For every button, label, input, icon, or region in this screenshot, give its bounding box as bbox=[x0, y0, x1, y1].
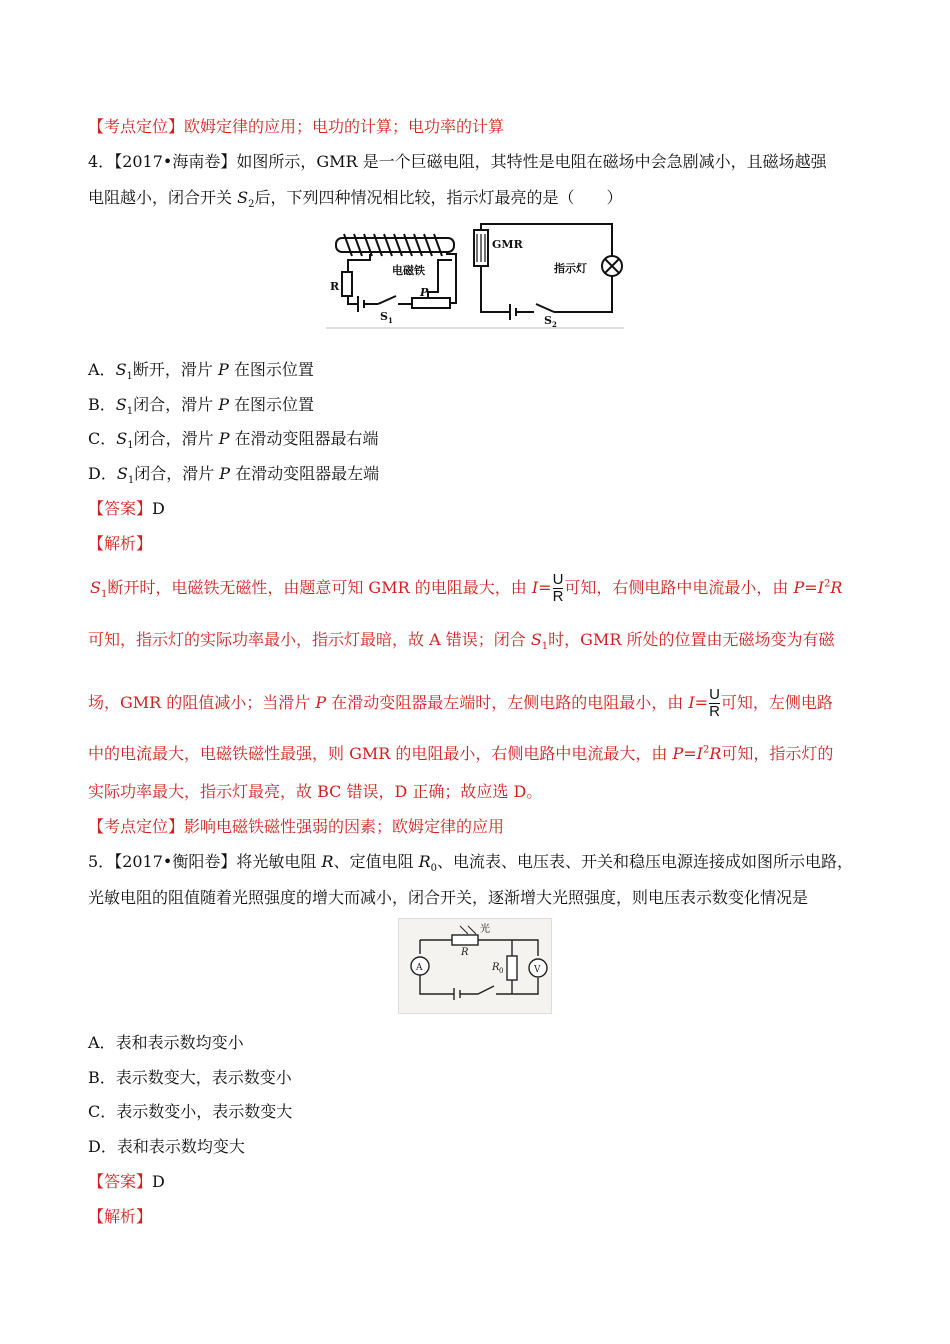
q4-circuit-figure bbox=[322, 220, 628, 332]
answer-value: D bbox=[152, 1172, 165, 1191]
r-label: R bbox=[461, 947, 469, 958]
square-superscript: 2 bbox=[702, 744, 710, 756]
switch-subscript: 1 bbox=[126, 371, 133, 383]
q4-stem-line1 bbox=[88, 150, 827, 174]
voltmeter-label: V bbox=[534, 965, 541, 975]
analysis-line-3 bbox=[88, 683, 833, 723]
slider-symbol: P bbox=[218, 429, 230, 448]
gmr-label: GMR bbox=[492, 238, 523, 251]
switch-subscript: 1 bbox=[126, 406, 134, 418]
power-symbol: P bbox=[793, 578, 805, 597]
s2-subscript: 2 bbox=[552, 320, 557, 329]
q5-option-c bbox=[88, 1100, 292, 1124]
resistance-symbol: R bbox=[830, 578, 843, 597]
option-text: 表示数变小，表示数变大 bbox=[116, 1102, 293, 1121]
answer-value: D bbox=[152, 499, 165, 518]
stem-text: 后，下列四种情况相比较，指示灯最亮的是（ ） bbox=[254, 188, 623, 207]
fixed-resistor bbox=[507, 956, 517, 980]
square-superscript: 2 bbox=[824, 578, 831, 590]
q5-stem-line2: 光敏电阻的阻值随着光照强度的增大而减小，闭合开关，逐渐增大光照强度，则电压表示数变化情况是 bbox=[88, 888, 809, 907]
slider-symbol: P bbox=[315, 693, 327, 712]
switch-symbol: S bbox=[90, 578, 101, 597]
ohm-fraction bbox=[553, 572, 564, 605]
analysis-text: 场，GMR 的阻值减小；当滑片 bbox=[88, 693, 316, 712]
rheostat bbox=[412, 298, 450, 308]
q4-stem-line2 bbox=[88, 186, 622, 210]
resistance-symbol: R bbox=[709, 744, 722, 763]
photoresistor bbox=[452, 935, 478, 945]
switch-symbol: S bbox=[115, 360, 127, 379]
s1-label: S bbox=[380, 310, 388, 323]
slider-symbol: P bbox=[219, 464, 231, 483]
fraction-denominator: R bbox=[709, 703, 720, 720]
current-symbol: I bbox=[817, 578, 824, 597]
q4-option-d bbox=[88, 462, 379, 486]
ammeter-label: A bbox=[416, 963, 423, 973]
light-label: 光 bbox=[480, 924, 490, 935]
analysis-text: 时，GMR 所处的位置由无磁场变为有磁 bbox=[548, 630, 835, 649]
slider-symbol: P bbox=[218, 360, 229, 379]
power-symbol: P bbox=[672, 744, 684, 763]
switch-symbol: S bbox=[115, 395, 127, 414]
q4-option-b bbox=[88, 393, 314, 417]
switch-subscript: 1 bbox=[100, 589, 108, 601]
switch-subscript: 1 bbox=[127, 475, 135, 487]
analysis-text: 中的电流最大，电磁铁磁性最强，则 GMR 的电阻最小，右侧电路中电流最大，由 bbox=[88, 744, 673, 763]
answer-tag: 【答案】 bbox=[88, 499, 153, 518]
r0-subscript: 0 bbox=[499, 967, 504, 975]
equals-sign: = bbox=[538, 578, 552, 597]
q3-key-points bbox=[88, 115, 504, 139]
slider-symbol: P bbox=[218, 395, 229, 414]
q4-key-points bbox=[88, 815, 504, 839]
electromagnet-label: 电磁铁 bbox=[392, 264, 425, 277]
analysis-text: 可知，指示灯的实际功率最小，指示灯最暗，故 A 错误；闭合 bbox=[88, 630, 531, 649]
equals-sign: = bbox=[804, 578, 818, 597]
switch-symbol: S bbox=[237, 188, 249, 207]
key-points-tag: 【考点定位】 bbox=[88, 817, 185, 836]
q5-circuit-figure bbox=[398, 918, 552, 1014]
q5-stem-line1 bbox=[88, 850, 853, 874]
question-number: 5． bbox=[88, 852, 115, 871]
current-symbol: I bbox=[531, 578, 539, 597]
question-number: 4． bbox=[88, 152, 115, 171]
switch-subscript: 1 bbox=[541, 641, 549, 653]
ohm-fraction bbox=[709, 687, 720, 720]
switch-symbol: S bbox=[530, 630, 542, 649]
q5-option-d bbox=[88, 1135, 245, 1159]
fraction-numerator: U bbox=[709, 686, 720, 703]
option-text: 在滑动变阻器最左端 bbox=[230, 464, 380, 483]
option-letter: A． bbox=[88, 360, 116, 379]
question-source: 【2017•衡阳卷】 bbox=[114, 852, 237, 871]
option-letter: C． bbox=[88, 1102, 117, 1121]
stem-text: 、电流表、电压表、开关和稳压电源连接成如图所示电路， bbox=[437, 852, 854, 871]
analysis-line-4 bbox=[88, 742, 833, 766]
s1-subscript: 1 bbox=[388, 316, 393, 325]
fraction-numerator: U bbox=[552, 571, 564, 588]
option-letter: D． bbox=[88, 464, 117, 483]
q4-option-a bbox=[88, 358, 314, 382]
analysis-text: 在滑动变阻器最左端时，左侧电路的电阻最小，由 bbox=[326, 693, 689, 712]
key-points-tag: 【考点定位】 bbox=[88, 117, 185, 136]
option-letter: A． bbox=[88, 1033, 116, 1052]
q5-analysis-tag: 【解析】 bbox=[88, 1207, 153, 1226]
option-text: 闭合，滑片 bbox=[133, 395, 219, 414]
resistance-subscript: 0 bbox=[430, 863, 438, 875]
current-symbol: I bbox=[688, 693, 695, 712]
resistor-r bbox=[342, 272, 352, 296]
option-letter: B． bbox=[88, 395, 116, 414]
option-text: 闭合，滑片 bbox=[134, 464, 220, 483]
q4-answer bbox=[88, 497, 165, 521]
current-symbol: I bbox=[696, 744, 703, 763]
lamp-label: 指示灯 bbox=[554, 262, 587, 275]
analysis-line-5: 实际功率最大，指示灯最亮，故 BC 错误，D 正确；故应选 D。 bbox=[88, 782, 543, 801]
switch-subscript: 1 bbox=[127, 440, 134, 452]
equals-sign: = bbox=[694, 693, 709, 712]
option-text: 在滑动变阻器最右端 bbox=[229, 429, 379, 448]
option-text: 断开，滑片 bbox=[132, 360, 218, 379]
q5-option-b bbox=[88, 1066, 292, 1090]
analysis-text: 可知，右侧电路中电流最小，由 bbox=[564, 578, 794, 597]
resistance-symbol: R bbox=[321, 852, 334, 871]
resistance-symbol: R bbox=[418, 852, 431, 871]
analysis-line-2 bbox=[88, 628, 834, 652]
q5-option-a bbox=[88, 1031, 244, 1055]
analysis-text: 断开时，电磁铁无磁性，由题意可知 GMR 的电阻最大，由 bbox=[107, 578, 532, 597]
answer-tag: 【答案】 bbox=[88, 1172, 153, 1191]
switch-symbol: S bbox=[116, 429, 128, 448]
equals-sign: = bbox=[683, 744, 697, 763]
switch-subscript: 2 bbox=[248, 199, 255, 211]
p-label: P bbox=[420, 286, 429, 299]
stem-text: 如图所示，GMR 是一个巨磁电阻，其特性是电阻在磁场中会急剧减小，且磁场越强 bbox=[236, 152, 827, 171]
q4-option-c bbox=[88, 427, 379, 451]
stem-text: 将光敏电阻 bbox=[236, 852, 322, 871]
option-text: 在图示位置 bbox=[228, 395, 315, 414]
r0-label: R bbox=[492, 962, 500, 973]
s2-label: S bbox=[544, 314, 552, 327]
option-text: 表示数变大，表示数变小 bbox=[115, 1068, 292, 1087]
option-text: 表和表示数均变小 bbox=[115, 1033, 244, 1052]
option-letter: C． bbox=[88, 429, 117, 448]
option-text: 闭合，滑片 bbox=[133, 429, 219, 448]
switch-symbol: S bbox=[116, 464, 128, 483]
analysis-text: 可知，左侧电路 bbox=[720, 693, 833, 712]
question-source: 【2017•海南卷】 bbox=[114, 152, 237, 171]
q5-answer bbox=[88, 1170, 165, 1194]
key-points-text: 欧姆定律的应用；电功的计算；电功率的计算 bbox=[184, 117, 505, 136]
option-letter: D． bbox=[88, 1137, 117, 1156]
analysis-text: 可知，指示灯的 bbox=[721, 744, 834, 763]
fraction-denominator: R bbox=[552, 588, 564, 605]
option-text: 表和表示数均变大 bbox=[116, 1137, 245, 1156]
option-letter: B． bbox=[88, 1068, 116, 1087]
analysis-line-1 bbox=[90, 568, 842, 608]
stem-text: 电阻越小，闭合开关 bbox=[88, 188, 238, 207]
r-label: R bbox=[330, 280, 340, 293]
key-points-text: 影响电磁铁磁性强弱的因素；欧姆定律的应用 bbox=[184, 817, 505, 836]
option-text: 在图示位置 bbox=[228, 360, 314, 379]
q4-analysis-tag: 【解析】 bbox=[88, 534, 153, 553]
stem-text: 、定值电阻 bbox=[333, 852, 419, 871]
